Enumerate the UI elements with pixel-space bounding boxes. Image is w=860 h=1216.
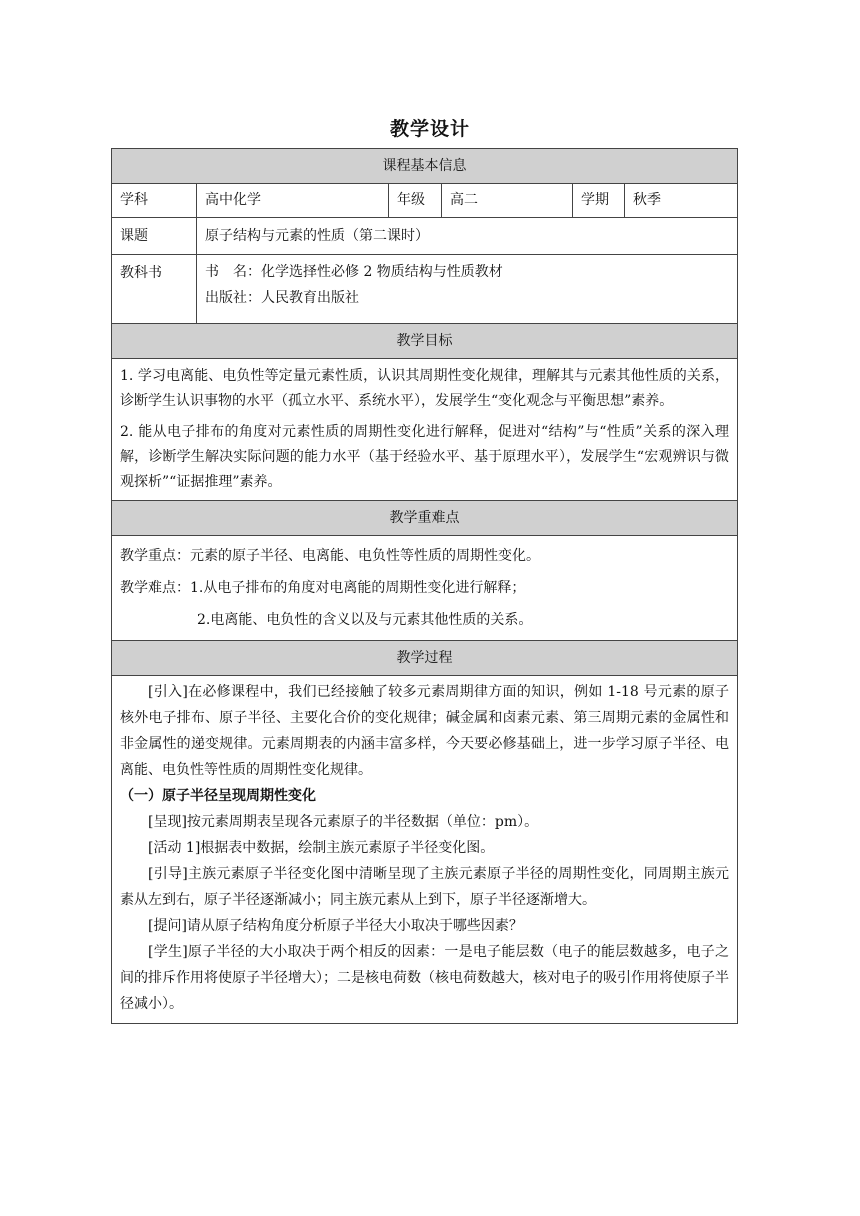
section-header-basic-info: 课程基本信息 xyxy=(112,149,738,184)
section-header-key-points: 教学重难点 xyxy=(112,501,738,536)
teaching-difficulty-1: 教学难点：1.从电子排布的角度对电离能的周期性变化进行解释； xyxy=(120,580,526,596)
term-value: 秋季 xyxy=(625,184,738,218)
page-title: 教学设计 xyxy=(389,118,470,140)
lesson-plan-table xyxy=(111,148,738,1024)
subject-value: 高中化学 xyxy=(197,184,389,218)
grade-label: 年级 xyxy=(389,184,442,218)
textbook-info xyxy=(197,255,738,324)
section-header-process: 教学过程 xyxy=(112,641,738,676)
grade-value: 高二 xyxy=(442,184,573,218)
book-name: 书 名：化学选择性必修 2 物质结构与性质教材 xyxy=(205,264,503,280)
process-activity: [活动 1]根据表中数据，绘制主族元素原子半径变化图。 xyxy=(148,840,495,856)
section-header-objectives: 教学目标 xyxy=(112,324,738,359)
term-label: 学期 xyxy=(573,184,625,218)
subject-label: 学科 xyxy=(112,184,197,218)
teaching-difficulty-2: 2.电离能、电负性的含义以及与元素其他性质的关系。 xyxy=(197,612,533,628)
topic-label: 课题 xyxy=(112,218,197,255)
process-guide: [引导]主族元素原子半径变化图中清晰呈现了主族元素原子半径的周期性变化，同周期主族元素从左到右，原子半径逐渐减小；同主族元素从上到下，原子半径逐渐增大。 xyxy=(120,866,730,908)
process-intro: [引入]在必修课程中，我们已经接触了较多元素周期律方面的知识，例如 1-18 号元素的原子核外电子排布、原子半径、主要化合价的变化规律；碱金属和卤素元素、第三周期元素的金属性和非金属性的递变规律。元素周期表的内涵丰富多样，今天要必修基础上，进一步学习原子半径、电离能、电负性等性质的周期性变化规律。 xyxy=(120,684,730,778)
process-cell xyxy=(112,676,738,1024)
process-student: [学生]原子半径的大小取决于两个相反的因素：一是电子能层数（电子的能层数越多，电子之间的排斥作用将使原子半径增大）；二是核电荷数（核电荷数越大，核对电子的吸引作用将使原子半径减小）。 xyxy=(120,944,730,1012)
objective-2: 2. 能从电子排布的角度对元素性质的周期性变化进行解释，促进对“结构”与“性质”关系的深入理解，诊断学生解决实际问题的能力水平（基于经验水平、基于原理水平），发展学生“宏观辨识与微观探析”“证据推理”素养。 xyxy=(120,424,730,490)
process-heading-1: （一）原子半径呈现周期性变化 xyxy=(120,788,316,804)
textbook-label: 教科书 xyxy=(112,255,197,324)
teaching-focus: 教学重点：元素的原子半径、电离能、电负性等性质的周期性变化。 xyxy=(120,548,540,564)
key-points-cell xyxy=(112,536,738,641)
process-present: [呈现]按元素周期表呈现各元素原子的半径数据（单位：pm）。 xyxy=(148,814,539,830)
objective-1: 1. 学习电离能、电负性等定量元素性质，认识其周期性变化规律，理解其与元素其他性质的关系，诊断学生认识事物的水平（孤立水平、系统水平），发展学生“变化观念与平衡思想”素养。 xyxy=(120,368,730,409)
process-question: [提问]请从原子结构角度分析原子半径大小取决于哪些因素？ xyxy=(148,918,523,934)
objectives-cell xyxy=(112,359,738,501)
book-publisher: 出版社：人民教育出版社 xyxy=(205,290,359,306)
topic-value: 原子结构与元素的性质（第二课时） xyxy=(197,218,738,255)
